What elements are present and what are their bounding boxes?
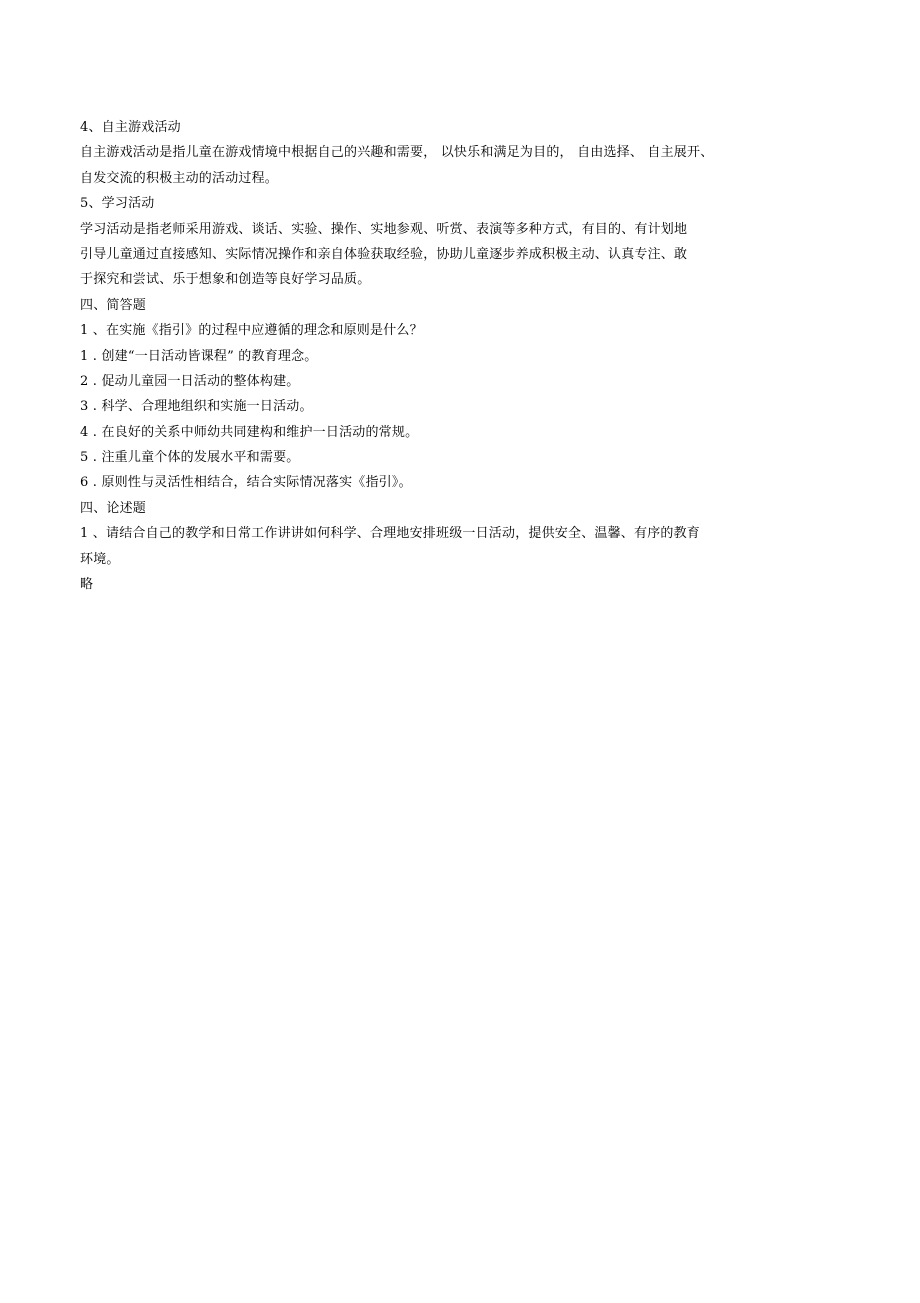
section-5-body-line-1: 学习活动是指老师采用游戏、谈话、实验、操作、实地参观、听赏、表演等多种方式，有目的、有计划地: [80, 221, 688, 237]
section-4-heading: 4、自主游戏活动: [80, 120, 181, 135]
short-answer-item-2: 2 . 促动儿童园一日活动的整体构建。: [80, 373, 300, 389]
section-5-body-line-3: 于探究和尝试、乐于想象和创造等良好学习品质。: [80, 272, 371, 288]
short-answer-item-4: 4 . 在良好的关系中师幼共同建构和维护一日活动的常规。: [80, 424, 419, 440]
document-page: [80, 115, 860, 597]
section-5-body-line-2: 引导儿童通过直接感知、实际情况操作和亲自体验获取经验，协助儿童逐步养成积极主动、认真专注、敢: [80, 246, 688, 262]
short-answer-item-5: 5 . 注重儿童个体的发展水平和需要。: [80, 450, 300, 466]
section-5-heading: 5、学习活动: [80, 196, 155, 212]
essay-question-line-2: 环境。: [80, 551, 120, 567]
essay-question-line-1: 1 、请结合自己的教学和日常工作讲讲如何科学、合理地安排班级一日活动，提供安全、温馨、有序的教育: [80, 526, 701, 542]
short-answer-question: 1 、在实施《指引》的过程中应遵循的理念和原则是什么？: [80, 323, 423, 339]
short-answer-item-6: 6 . 原则性与灵活性相结合，结合实际情况落实《指引》。: [80, 475, 412, 491]
short-answer-item-3: 3 . 科学、合理地组织和实施一日活动。: [80, 399, 313, 415]
essay-heading: 四、论述题: [80, 500, 147, 516]
essay-answer: 略: [80, 577, 94, 593]
section-4-body-line-1: 自主游戏活动是指儿童在游戏情境中根据自己的兴趣和需要， 以快乐和满足为目的， 自由选择、 自主展开、: [80, 145, 714, 161]
short-answer-item-1: 1 . 创建“一日活动皆课程” 的教育理念。: [80, 348, 318, 364]
section-4-body-line-2: 自发交流的积极主动的活动过程。: [80, 170, 279, 186]
short-answer-heading: 四、简答题: [80, 297, 147, 313]
